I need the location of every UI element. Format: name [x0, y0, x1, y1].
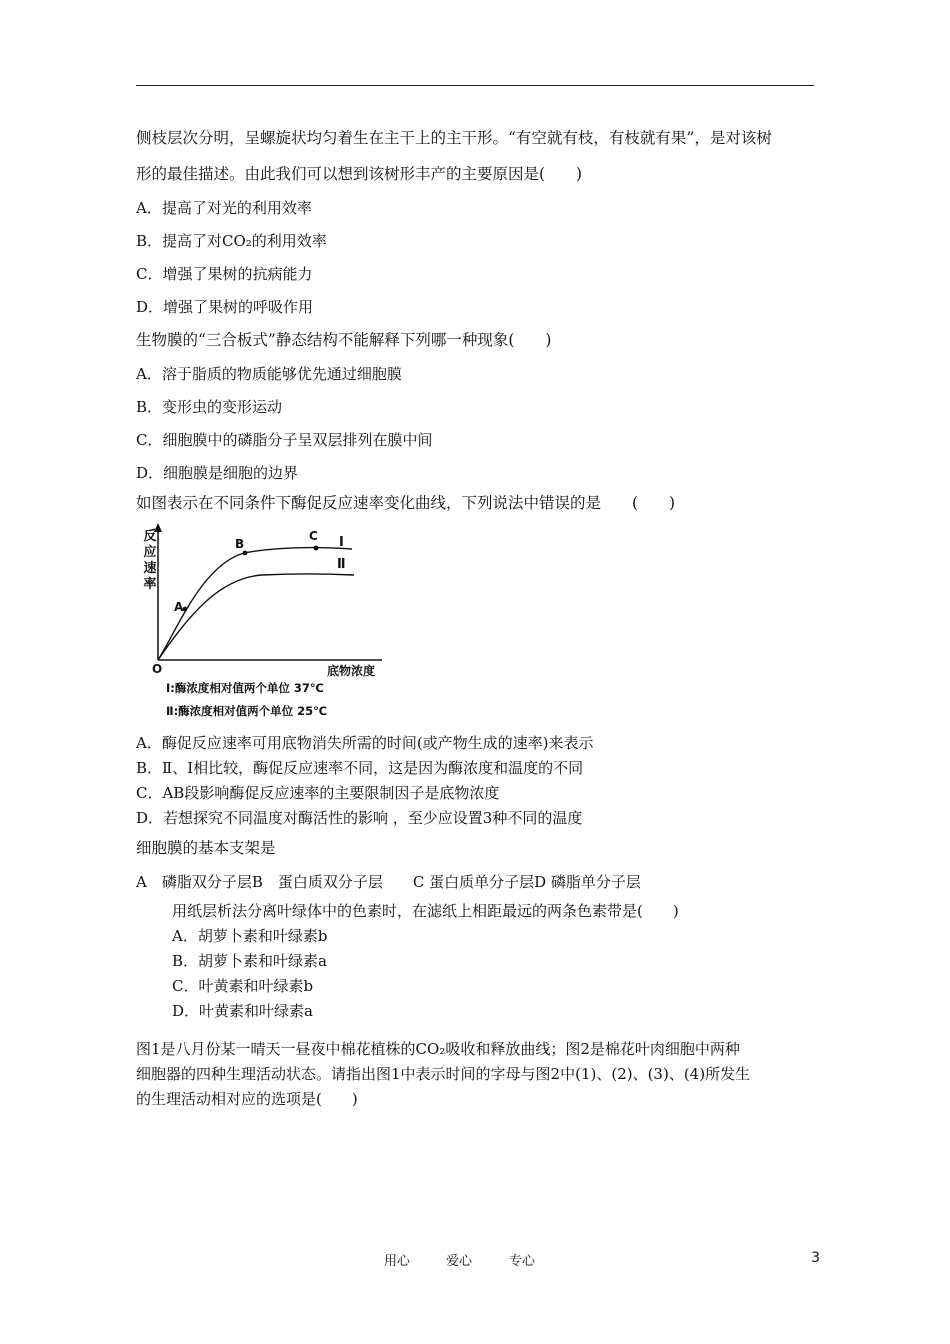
- point-a-label: A: [174, 600, 184, 614]
- q2-option-d: D．细胞膜是细胞的边界: [136, 464, 299, 482]
- q1-option-a: A．提高了对光的利用效率: [136, 199, 312, 217]
- q5-option-a: A．胡萝卜素和叶绿素b: [172, 927, 328, 945]
- q3-option-c: C．AB段影响酶促反应速率的主要限制因子是底物浓度: [136, 784, 500, 802]
- q6-line2: 细胞器的四种生理活动状态。请指出图1中表示时间的字母与图2中(1)、(2)、(3)、(4)所发生: [136, 1065, 751, 1083]
- q2-stem: 生物膜的“三合板式”静态结构不能解释下列哪一种现象( ): [136, 331, 552, 349]
- origin-label: O: [152, 662, 163, 676]
- q1-option-c: C．增强了果树的抗病能力: [136, 265, 313, 283]
- page-number: 3: [811, 1250, 820, 1266]
- legend-curve-2: Ⅱ:酶浓度相对值两个单位 25℃: [166, 704, 328, 718]
- point-a-marker: [183, 607, 188, 612]
- q3-stem: 如图表示在不同条件下酶促反应速率变化曲线，下列说法中错误的是 ( ): [136, 494, 676, 512]
- q2-option-a: A．溶于脂质的物质能够优先通过细胞膜: [136, 365, 402, 383]
- q6-line1: 图1是八月份某一晴天一昼夜中棉花植株的CO₂吸收和释放曲线；图2是棉花叶肉细胞中两种: [136, 1040, 740, 1058]
- q5-stem: 用纸层析法分离叶绿体中的色素时，在滤纸上相距最远的两条色素带是( ): [172, 902, 679, 920]
- footer-item: 专心: [509, 1254, 536, 1269]
- y-label-char: 应: [143, 545, 157, 560]
- y-label-char: 率: [143, 577, 157, 592]
- q1-stem-line2: 形的最佳描述。由此我们可以想到该树形丰产的主要原因是( ): [136, 165, 583, 183]
- q4-options: A 磷脂双分子层B 蛋白质双分子层 C 蛋白质单分子层D 磷脂单分子层: [136, 873, 641, 891]
- point-b-marker: [243, 551, 248, 556]
- q5-option-d: D．叶黄素和叶绿素a: [172, 1002, 313, 1020]
- q1-option-b: B．提高了对CO₂的利用效率: [136, 232, 327, 250]
- y-label-char: 反: [143, 529, 157, 544]
- header-rule: [136, 85, 814, 86]
- enzyme-rate-figure: [132, 520, 392, 725]
- q3-option-d: D．若想探究不同温度对酶活性的影响 ，至少应设置3种不同的温度: [136, 809, 583, 827]
- curve-2-label: Ⅱ: [337, 557, 346, 572]
- q1-stem-line1: 侧枝层次分明，呈螺旋状均匀着生在主干上的主干形。“有空就有枝，有枝就有果”，是对该树: [136, 129, 772, 147]
- q2-option-c: C．细胞膜中的磷脂分子呈双层排列在膜中间: [136, 431, 433, 449]
- footer-item: 爱心: [446, 1254, 473, 1269]
- q2-option-b: B．变形虫的变形运动: [136, 398, 283, 416]
- footer-item: 用心: [384, 1254, 411, 1269]
- curve-1-label: Ⅰ: [339, 535, 344, 550]
- curve-2: [158, 574, 354, 660]
- q4-stem: 细胞膜的基本支架是: [136, 839, 276, 857]
- legend-curve-1: Ⅰ:酶浓度相对值两个单位 37℃: [166, 681, 324, 695]
- q3-option-a: A．酶促反应速率可用底物消失所需的时间(或产物生成的速率)来表示: [136, 734, 594, 752]
- point-c-marker: [314, 546, 319, 551]
- point-c-label: C: [309, 529, 318, 543]
- curve-1: [158, 548, 352, 660]
- q6-line3: 的生理活动相对应的选项是( ): [136, 1090, 358, 1108]
- q5-option-c: C．叶黄素和叶绿素b: [172, 977, 314, 995]
- point-b-label: B: [235, 537, 245, 551]
- y-label-char: 速: [143, 561, 157, 576]
- q3-option-b: B．Ⅱ、Ⅰ相比较，酶促反应速率不同，这是因为酶浓度和温度的不同: [136, 759, 584, 777]
- x-axis-label: 底物浓度: [327, 664, 376, 678]
- q5-option-b: B．胡萝卜素和叶绿素a: [172, 952, 327, 970]
- q1-option-d: D．增强了果树的呼吸作用: [136, 298, 314, 316]
